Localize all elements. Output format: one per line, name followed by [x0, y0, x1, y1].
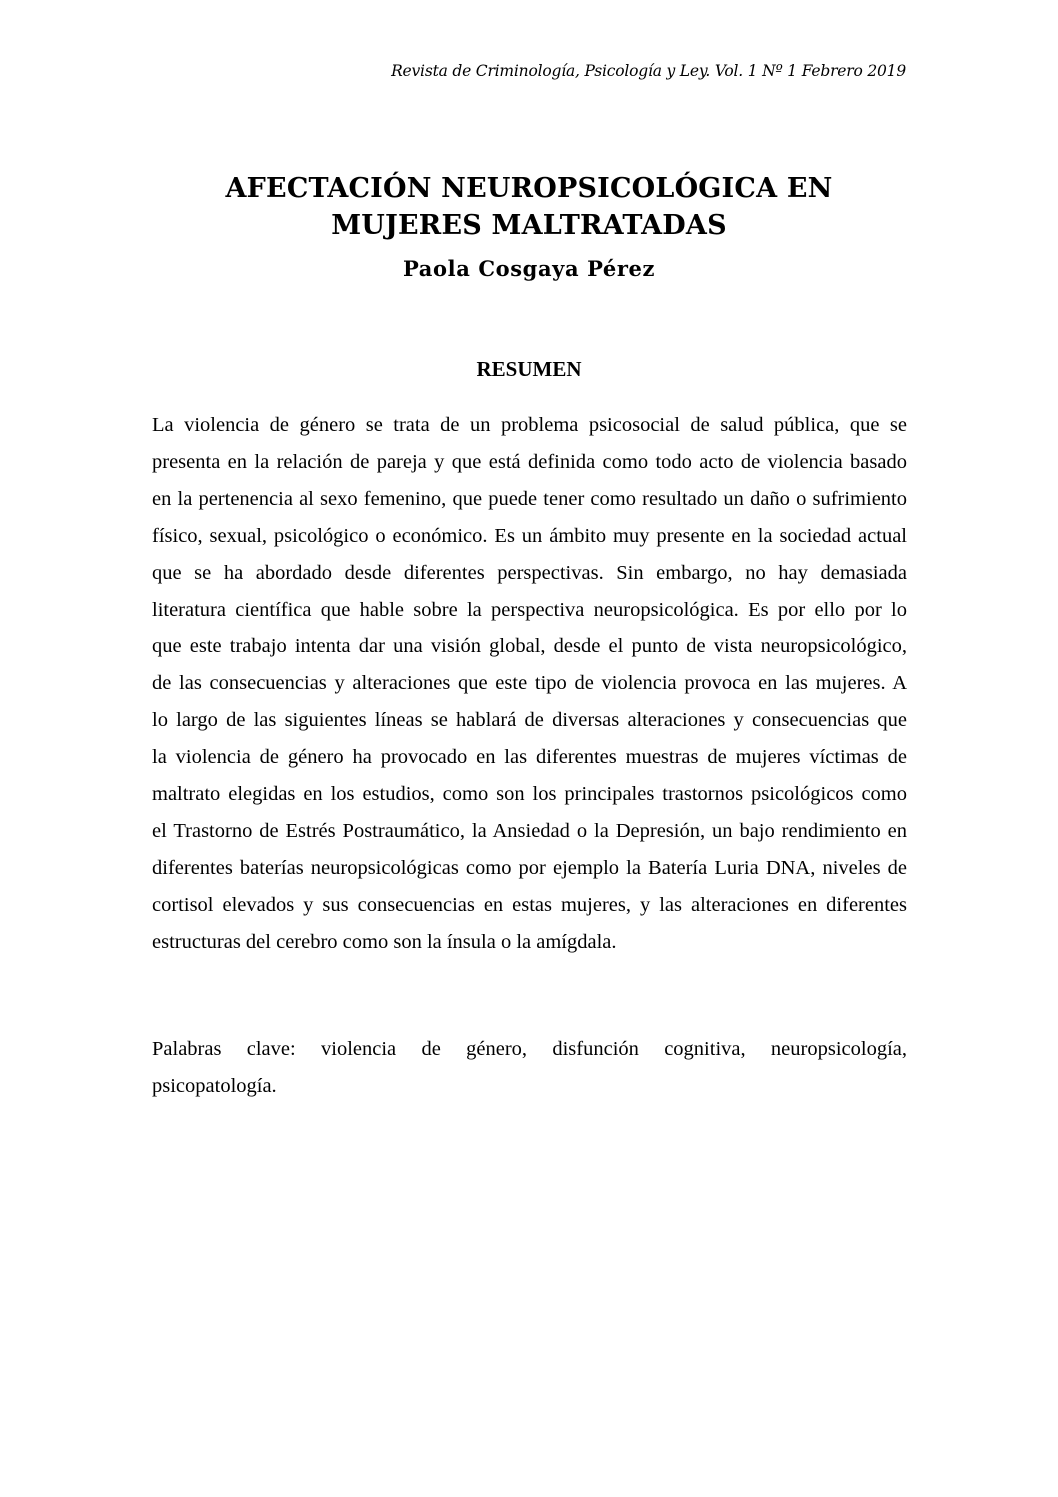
abstract-line: de las consecuencias y alteraciones que este tipo de violencia provoca en las mujeres. A: [152, 672, 907, 695]
abstract-line: diferentes baterías neuropsicológicas como por ejemplo la Batería Luria DNA, niveles de: [152, 856, 907, 879]
keywords-paragraph: [152, 1031, 907, 1105]
abstract-line: literatura científica que hable sobre la perspectiva neuropsicológica. Es por ello por lo: [152, 598, 907, 621]
abstract-line: maltrato elegidas en los estudios, como son los principales trastornos psicológicos como: [152, 783, 907, 806]
abstract-body: [152, 407, 907, 961]
keywords-line: Palabras clave: violencia de género, disfunción cognitiva, neuropsicología,: [152, 1038, 907, 1060]
abstract-line: que se ha abordado desde diferentes perspectivas. Sin embargo, no hay demasiada: [152, 561, 907, 584]
abstract-line: físico, sexual, psicológico o económico. Es un ámbito muy presente en la sociedad actual: [152, 524, 907, 547]
article-title-line: AFECTACIÓN NEUROPSICOLÓGICA EN: [225, 173, 833, 204]
article-title: [0, 170, 1058, 244]
abstract-line: que este trabajo intenta dar una visión global, desde el punto de vista neuropsicológico,: [152, 635, 907, 658]
article-title-line: MUJERES MALTRATADAS: [331, 210, 727, 241]
journal-running-header: Revista de Criminología, Psicología y Ley. Vol. 1 Nº 1 Febrero 2019: [391, 62, 906, 80]
abstract-line: cortisol elevados y sus consecuencias en estas mujeres, y las alteraciones en diferentes: [152, 893, 907, 916]
abstract-line: estructuras del cerebro como son la ínsula o la amígdala.: [152, 930, 617, 953]
abstract-line: la violencia de género ha provocado en las diferentes muestras de mujeres víctimas de: [152, 746, 907, 769]
article-author: Paola Cosgaya Pérez: [402, 256, 656, 281]
keywords-line: psicopatología.: [152, 1074, 277, 1097]
abstract-line: lo largo de las siguientes líneas se hablará de diversas alteraciones y consecuencias que: [152, 709, 907, 732]
abstract-line: La violencia de género se trata de un problema psicosocial de salud pública, que se: [152, 414, 907, 436]
abstract-line: el Trastorno de Estrés Postraumático, la Ansiedad o la Depresión, un bajo rendimiento en: [152, 819, 907, 842]
abstract-heading: RESUMEN: [476, 357, 582, 381]
abstract-line: presenta en la relación de pareja y que está definida como todo acto de violencia basado: [152, 450, 907, 473]
abstract-line: en la pertenencia al sexo femenino, que puede tener como resultado un daño o sufrimiento: [152, 487, 907, 510]
